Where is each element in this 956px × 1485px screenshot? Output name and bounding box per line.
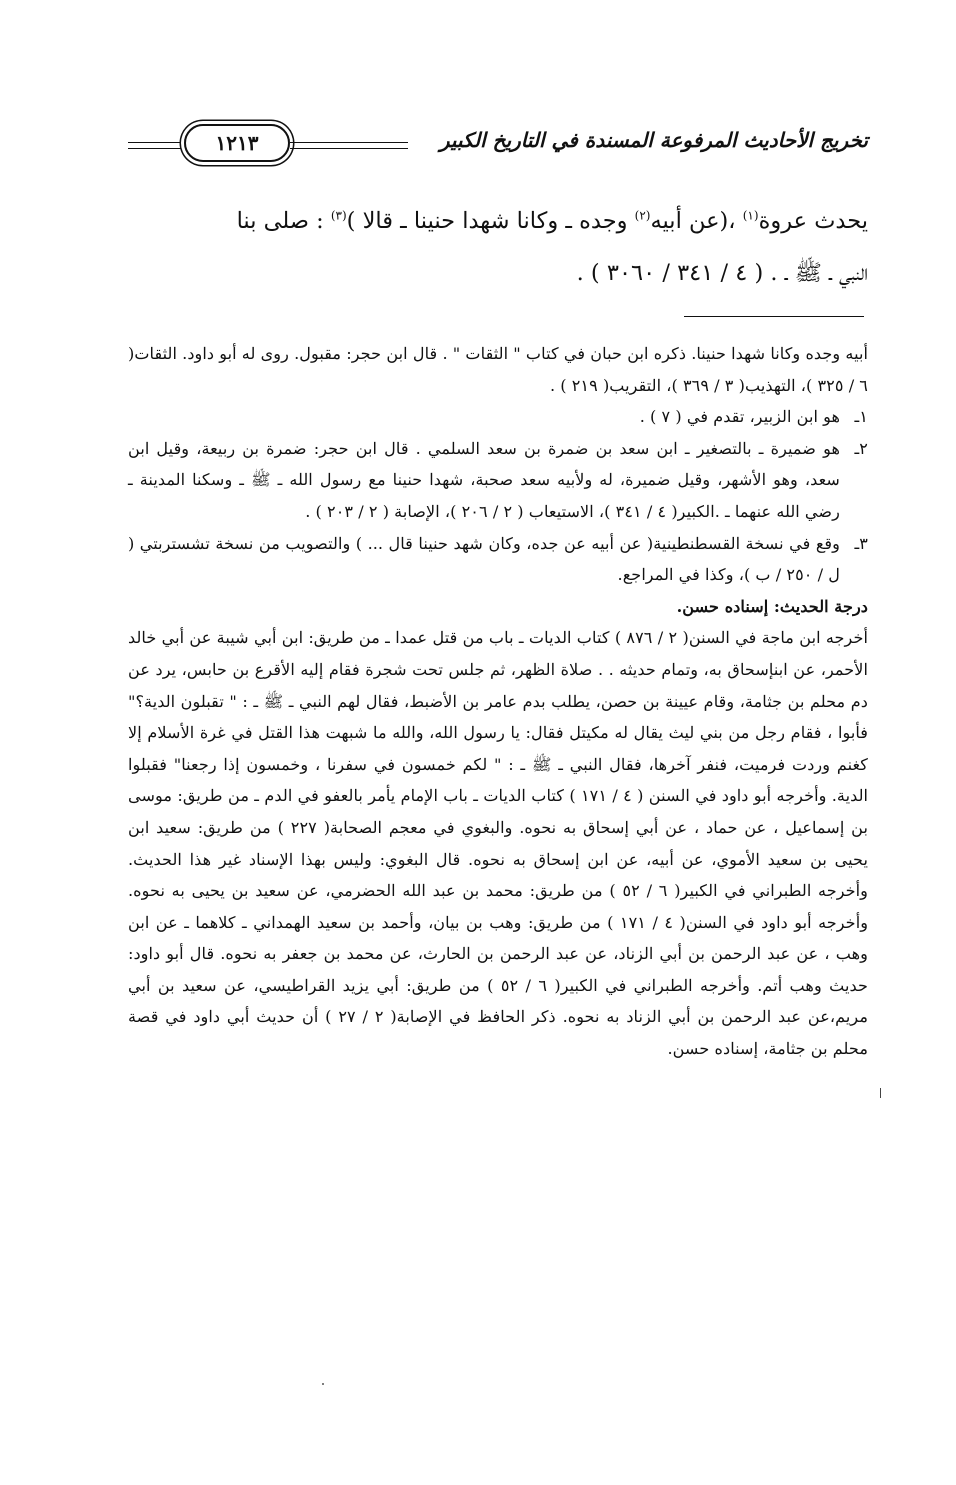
- footnote-continuation: أبيه وجده وكانا شهدا حنينا. ذكره ابن حبان في كتاب " الثقات " . قال ابن حجر: مقبول. روى له أبو داود. الثقات( ٦ / ٣٢٥ )، التهذيب( ٣ / ٣٦٩ )، التقريب( ٢١٩ ) .: [128, 344, 868, 395]
- page-number: ١٢١٣: [184, 124, 290, 162]
- main-line-1-c: وجده ـ وكانا شهدا حنينا ـ قالا ): [346, 208, 628, 234]
- footnote-ref-2: (٢): [634, 208, 651, 223]
- main-line-1: [128, 195, 868, 247]
- footnote-3: [128, 528, 868, 591]
- footnote-2: [128, 433, 868, 528]
- main-line-1-d: : صلى بنا: [236, 208, 324, 234]
- footnotes: [128, 338, 868, 1065]
- main-line-1-b: ،(عن أبيه: [650, 208, 736, 234]
- footnote-3-number: ٣ـ: [854, 533, 868, 553]
- footnote-2-text: هو ضميرة ـ بالتصغير ـ ابن سعد بن ضمرة بن سعد السلمي . قال ابن حجر: ضمرة بن ربيعة، وقيل ابن سعد، وهو الأشهر، وقيل ضميرة، له ولأبيه سعد صحبة، شهدا حنينا مع رسول الله ـ ﷺ ـ وسكنا المدينة ـ رضي الله عنهما ـ .الكبير( ٤ / ٣٤١ )، الاستيعاب ( ٢ / ٢٠٦ )، الإصابة ( ٢ / ٢٠٣ ) .: [128, 438, 840, 521]
- running-title: تخريج الأحاديث المرفوعة المسندة في التاريخ الكبير: [439, 128, 868, 152]
- footnote-1-text: هو ابن الزبير، تقدم في ( ٧ ) .: [639, 407, 840, 427]
- footnote-3-text: وقع في نسخة القسطنطينية( عن أبيه عن جده، وكان شهد حنينا قال ... ) والتصويب من نسخة تشستربتي ( ل / ٢٥٠ / ب )، وكذا في المراجع.: [128, 533, 840, 585]
- footnote-2-number: ٢ـ: [854, 438, 868, 458]
- footnote-separator: [684, 316, 864, 317]
- stray-dot: [322, 1383, 324, 1385]
- footnote-1-number: ١ـ: [854, 407, 868, 427]
- main-line-2: النبي ـ ﷺ ـ . ( ٤ / ٣٤١ / ٣٠٦٠ ) .: [576, 260, 868, 286]
- footnote-ref-1: (١): [742, 208, 759, 223]
- page-header: [128, 118, 868, 174]
- header-rule-right: [290, 142, 408, 149]
- footnote-ref-3: (٣): [330, 208, 347, 223]
- margin-mark: [880, 1088, 881, 1098]
- hadith-grade: درجة الحديث: إسناده حسن.: [676, 596, 868, 616]
- takhrij-paragraph: أخرجه ابن ماجة في السنن( ٢ / ٨٧٦ ) كتاب الديات ـ باب من قتل عمدا ـ من طريق: ابن أبي شيبة عن أبي خالد الأحمر، عن ابنإسحاق به، وتمام حديثه . . صلاة الظهر، ثم جلس تحت شجرة فقام إليه الأقرع بن حابس، يرد عن دم محلم بن جثامة، وقام عيينة بن حصن، يطلب بدم عامر بن الأضبط، فقال لهم النبي ـ ﷺ ـ : " تقبلون الدية؟" فأبوا ، فقام رجل من بني ليث يقال له مكيتل فقال: يا رسول الله، والله ما شبهت هذا القتل في غرة الأسلام إلا كغنم وردت فرميت، فنفر آخرها، فقال النبي ـ ﷺ ـ : " لكم خمسون في سفرنا ، وخمسون إذا رجعنا" فقبلوا الدية. وأخرجه أبو داود في السنن ( ٤ / ١٧١ ) كتاب الديات ـ باب الإمام يأمر بالعفو في الدم ـ من طريق: موسى بن إسماعيل ، عن حماد ، عن أبي إسحاق به نحوه. والبغوي في معجم الصحابة( ٢٢٧ ) من طريق: سعيد ابن يحيى بن سعيد الأموي، عن أبيه، عن ابن إسحاق به نحوه. قال البغوي: وليس بهذا الإسناد غير هذا الحديث. وأخرجه الطبراني في الكبير( ٦ / ٥٢ ) من طريق: محمد بن عبد الله الحضرمي، عن سعيد بن يحيى به نحوه. وأخرجه أبو داود في السنن( ٤ / ١٧١ ) من طريق: وهب بن بيان، وأحمد بن سعيد الهمداني ـ كلاهما ـ عن ابن وهب ، عن عبد الرحمن بن أبي الزناد، عن عبد الرحمن بن الحارث، عن محمد بن جعفر به نحوه. قال أبو داود: حديث وهب أتم. وأخرجه الطبراني في الكبير( ٦ / ٥٢ ) من طريق: أبي يزيد القراطيسي، عن سعيد بن أبي مريم،عن عبد الرحمن بن أبي الزناد به نحوه. ذكر الحافظ في الإصابة( ٢ / ٢٧ ) أن حديث أبي داود في قصة محلم بن جثامة، إسناده حسن.: [128, 628, 869, 1059]
- footnote-1: [128, 401, 868, 433]
- main-text: [128, 195, 868, 299]
- main-line-1-a: يحدث عروة: [758, 208, 868, 234]
- header-rule-left: [128, 142, 184, 149]
